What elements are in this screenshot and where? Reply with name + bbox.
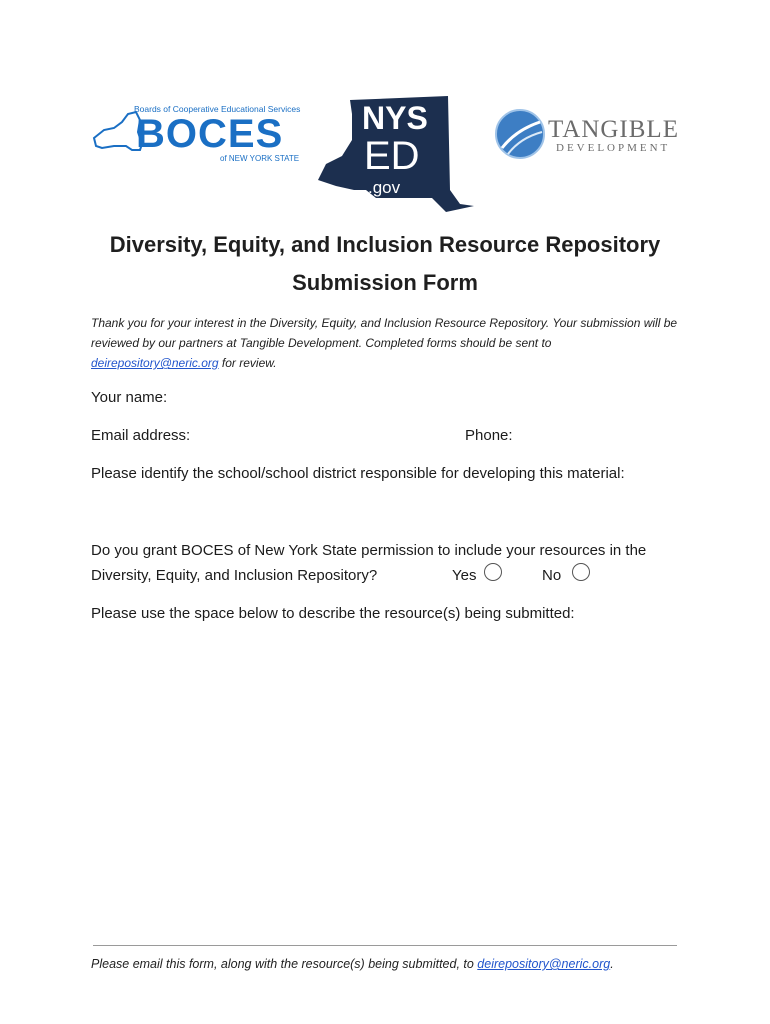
your-name-label: Your name: bbox=[91, 389, 168, 406]
footer-text: Please email this form, along with the resource(s) being submitted, to bbox=[91, 957, 478, 971]
footer-tail: . bbox=[610, 957, 614, 971]
intro-tail: for review. bbox=[218, 356, 277, 370]
boces-logo bbox=[92, 100, 301, 168]
tangible-name: TANGIBLE bbox=[548, 116, 679, 143]
yes-label: Yes bbox=[452, 567, 477, 584]
yes-radio[interactable] bbox=[484, 563, 502, 581]
boces-top-text: Boards of Cooperative Educational Services bbox=[134, 104, 301, 114]
phone-label: Phone: bbox=[465, 427, 513, 444]
no-label: No bbox=[542, 567, 562, 584]
school-question: Please identify the school/school district responsible for developing this material: bbox=[91, 465, 625, 482]
nysed-line2: ED bbox=[364, 134, 420, 178]
tangible-logo bbox=[494, 108, 694, 164]
tangible-sub: DEVELOPMENT bbox=[556, 142, 671, 154]
form-title-line1: Diversity, Equity, and Inclusion Resource Repository bbox=[109, 232, 661, 257]
globe-icon bbox=[494, 108, 546, 160]
permission-question-line2: Diversity, Equity, and Inclusion Repository? bbox=[91, 567, 378, 584]
footer-note bbox=[91, 957, 614, 971]
nysed-logo bbox=[316, 94, 476, 218]
boces-bottom-text: of NEW YORK STATE bbox=[220, 154, 300, 163]
email-address-label: Email address: bbox=[91, 427, 191, 444]
describe-label: Please use the space below to describe the resource(s) being submitted: bbox=[91, 605, 575, 622]
footer-email-link[interactable]: deirepository@neric.org bbox=[477, 957, 611, 971]
permission-question-line1: Do you grant BOCES of New York State permission to include your resources in the bbox=[91, 542, 647, 559]
no-radio[interactable] bbox=[572, 563, 590, 581]
intro-text: Thank you for your interest in the Diversity, Equity, and Inclusion Resource Repository. Your submission will be reviewed by our partners at Tangible Development. Completed forms should be sent to bbox=[91, 316, 678, 350]
footer-divider bbox=[93, 945, 677, 946]
form-title-line2: Submission Form bbox=[292, 270, 478, 295]
nysed-line3: .gov bbox=[368, 178, 401, 197]
boces-name: BOCES bbox=[136, 112, 284, 156]
intro-email-link[interactable]: deirepository@neric.org bbox=[91, 356, 219, 370]
nysed-line1: NYS bbox=[362, 100, 428, 136]
intro-paragraph bbox=[91, 313, 681, 373]
